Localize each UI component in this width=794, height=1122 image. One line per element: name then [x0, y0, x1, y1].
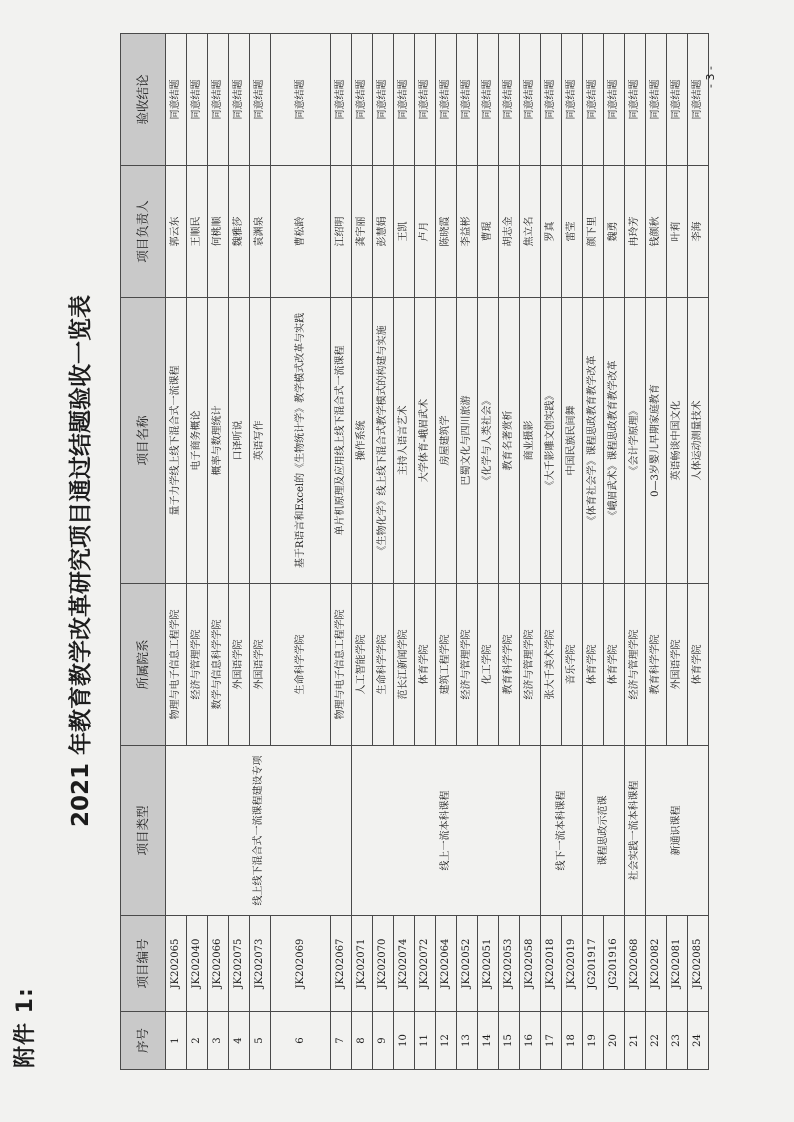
cell-leader: 魏雅莎: [229, 166, 250, 298]
cell-leader: 彭慧娟: [373, 166, 394, 298]
cell-seq: 22: [646, 1012, 667, 1070]
cell-leader: 陈晓霞: [436, 166, 457, 298]
attachment-label: 附件 1:: [13, 987, 38, 1068]
cell-name: 英语畅谈中国文化: [667, 298, 688, 584]
cell-leader: 王顺民: [187, 166, 208, 298]
cell-code: JK202066: [208, 916, 229, 1012]
cell-seq: 2: [187, 1012, 208, 1070]
table-row: [625, 34, 646, 1070]
cell-result: 同意结题: [562, 34, 583, 166]
cell-name: 人体运动测量技术: [688, 298, 709, 584]
cell-leader: 曹松龄: [271, 166, 331, 298]
cell-dept: 体育学院: [604, 584, 625, 746]
cell-code: JK202070: [373, 916, 394, 1012]
cell-dept: 经济与管理学院: [520, 584, 541, 746]
cell-code: JK202081: [667, 916, 688, 1012]
cell-leader: 江绍明: [331, 166, 352, 298]
cell-dept: 体育学院: [415, 584, 436, 746]
cell-seq: 24: [688, 1012, 709, 1070]
cell-leader: 王凯: [394, 166, 415, 298]
cell-dept: 体育学院: [688, 584, 709, 746]
cell-result: 同意结题: [250, 34, 271, 166]
cell-dept: 外国语学院: [229, 584, 250, 746]
cell-result: 同意结题: [436, 34, 457, 166]
table-row: [352, 34, 373, 1070]
cell-type: 线下一流本科课程: [541, 746, 583, 916]
cell-leader: 李益彬: [457, 166, 478, 298]
cell-name: 《会计学原理》: [625, 298, 646, 584]
cell-leader: 钱颜秋: [646, 166, 667, 298]
cell-code: JK202051: [478, 916, 499, 1012]
cell-dept: 教育科学学院: [499, 584, 520, 746]
cell-result: 同意结题: [520, 34, 541, 166]
cell-seq: 15: [499, 1012, 520, 1070]
cell-name: 房屋建筑学: [436, 298, 457, 584]
cell-name: 《体育社会学》课程思政教育教学改革: [583, 298, 604, 584]
header-code: 项目编号: [121, 916, 166, 1012]
cell-seq: 9: [373, 1012, 394, 1070]
cell-leader: 焦立名: [520, 166, 541, 298]
cell-code: JK202069: [271, 916, 331, 1012]
cell-dept: 体育学院: [583, 584, 604, 746]
cell-dept: 生命科学学院: [271, 584, 331, 746]
cell-dept: 数学与信息科学学院: [208, 584, 229, 746]
cell-seq: 10: [394, 1012, 415, 1070]
cell-seq: 17: [541, 1012, 562, 1070]
cell-leader: 冉玲芳: [625, 166, 646, 298]
document-title: 2021 年教育教学改革研究项目通过结题验收一览表: [68, 294, 94, 828]
project-table: [120, 33, 709, 1070]
cell-name: 《化学与人类社会》: [478, 298, 499, 584]
cell-seq: 1: [166, 1012, 187, 1070]
cell-code: JK202064: [436, 916, 457, 1012]
cell-type: 社会实践一流本科课程: [625, 746, 646, 916]
cell-seq: 5: [250, 1012, 271, 1070]
cell-dept: 张大千美术学院: [541, 584, 562, 746]
cell-result: 同意结题: [394, 34, 415, 166]
cell-result: 同意结题: [229, 34, 250, 166]
cell-dept: 经济与管理学院: [187, 584, 208, 746]
table-row: [583, 34, 604, 1070]
cell-result: 同意结题: [667, 34, 688, 166]
cell-seq: 3: [208, 1012, 229, 1070]
cell-result: 同意结题: [478, 34, 499, 166]
cell-name: 口译听说: [229, 298, 250, 584]
cell-code: JK202052: [457, 916, 478, 1012]
cell-code: JG201916: [604, 916, 625, 1012]
cell-leader: 郭云东: [166, 166, 187, 298]
cell-dept: 化工学院: [478, 584, 499, 746]
cell-seq: 14: [478, 1012, 499, 1070]
cell-result: 同意结题: [187, 34, 208, 166]
cell-result: 同意结题: [541, 34, 562, 166]
cell-code: JK202018: [541, 916, 562, 1012]
cell-code: JK202040: [187, 916, 208, 1012]
cell-name: 量子力学线上线下混合式一流课程: [166, 298, 187, 584]
cell-result: 同意结题: [646, 34, 667, 166]
header-seq: 序号: [121, 1012, 166, 1070]
cell-seq: 12: [436, 1012, 457, 1070]
cell-name: 单片机原理及应用线上线下混合式一流课程: [331, 298, 352, 584]
table-row: [166, 34, 187, 1070]
cell-result: 同意结题: [583, 34, 604, 166]
header-name: 项目名称: [121, 298, 166, 584]
cell-leader: 袁渊泉: [250, 166, 271, 298]
cell-type: 课程思政示范课: [583, 746, 625, 916]
cell-dept: 物理与电子信息工程学院: [331, 584, 352, 746]
cell-name: 巴蜀文化与四川旅游: [457, 298, 478, 584]
cell-dept: 范长江新闻学院: [394, 584, 415, 746]
cell-type: 新通识课程: [646, 746, 709, 916]
cell-leader: 曹琨: [478, 166, 499, 298]
cell-leader: 雷莹: [562, 166, 583, 298]
cell-code: JK202019: [562, 916, 583, 1012]
header-result: 验收结论: [121, 34, 166, 166]
cell-leader: 胡志金: [499, 166, 520, 298]
cell-seq: 23: [667, 1012, 688, 1070]
cell-leader: 颜下里: [583, 166, 604, 298]
cell-result: 同意结题: [604, 34, 625, 166]
cell-code: JG201917: [583, 916, 604, 1012]
cell-seq: 11: [415, 1012, 436, 1070]
cell-name: 大学体育-峨眉武术: [415, 298, 436, 584]
cell-code: JK202072: [415, 916, 436, 1012]
cell-dept: 人工智能学院: [352, 584, 373, 746]
cell-code: JK202067: [331, 916, 352, 1012]
cell-name: 操作系统: [352, 298, 373, 584]
cell-dept: 物理与电子信息工程学院: [166, 584, 187, 746]
cell-code: JK202068: [625, 916, 646, 1012]
cell-result: 同意结题: [688, 34, 709, 166]
cell-leader: 卢月: [415, 166, 436, 298]
table-row: [541, 34, 562, 1070]
cell-dept: 建筑工程学院: [436, 584, 457, 746]
cell-code: JK202058: [520, 916, 541, 1012]
cell-leader: 何桃顺: [208, 166, 229, 298]
cell-result: 同意结题: [208, 34, 229, 166]
cell-leader: 罗真: [541, 166, 562, 298]
cell-name: 商业摄影: [520, 298, 541, 584]
cell-result: 同意结题: [352, 34, 373, 166]
cell-dept: 外国语学院: [667, 584, 688, 746]
cell-dept: 经济与管理学院: [457, 584, 478, 746]
cell-result: 同意结题: [415, 34, 436, 166]
cell-name: 主持人语言艺术: [394, 298, 415, 584]
cell-name: 《大千影雕文创实践》: [541, 298, 562, 584]
cell-name: 《生物化学》线上线下混合式教学模式的构建与实施: [373, 298, 394, 584]
cell-dept: 经济与管理学院: [625, 584, 646, 746]
cell-seq: 20: [604, 1012, 625, 1070]
cell-seq: 19: [583, 1012, 604, 1070]
page-number: - 3 -: [704, 66, 717, 88]
cell-leader: 龚宇丽: [352, 166, 373, 298]
cell-name: 基于R语言和Excel的《生物统计学》教学模式改革与实践: [271, 298, 331, 584]
table-header-row: [121, 34, 166, 1070]
cell-name: 中国民族民间舞: [562, 298, 583, 584]
table-body: [166, 34, 709, 1070]
cell-leader: 魏勇: [604, 166, 625, 298]
cell-code: JK202065: [166, 916, 187, 1012]
cell-dept: 外国语学院: [250, 584, 271, 746]
cell-name: 概率与数理统计: [208, 298, 229, 584]
cell-code: JK202071: [352, 916, 373, 1012]
cell-name: 教育名著赏析: [499, 298, 520, 584]
cell-leader: 叶莉: [667, 166, 688, 298]
cell-name: 电子商务概论: [187, 298, 208, 584]
cell-type: 线上线下混合式一流课程建设专项: [166, 746, 352, 916]
cell-code: JK202075: [229, 916, 250, 1012]
cell-code: JK202085: [688, 916, 709, 1012]
table-row: [646, 34, 667, 1070]
cell-result: 同意结题: [166, 34, 187, 166]
cell-code: JK202074: [394, 916, 415, 1012]
cell-result: 同意结题: [271, 34, 331, 166]
cell-seq: 21: [625, 1012, 646, 1070]
cell-name: 《峨眉武术》课程思政教育教学改革: [604, 298, 625, 584]
cell-dept: 生命科学学院: [373, 584, 394, 746]
cell-type: 线上一流本科课程: [352, 746, 541, 916]
cell-seq: 13: [457, 1012, 478, 1070]
cell-dept: 音乐学院: [562, 584, 583, 746]
header-type: 项目类型: [121, 746, 166, 916]
cell-code: JK202082: [646, 916, 667, 1012]
cell-seq: 6: [271, 1012, 331, 1070]
cell-seq: 4: [229, 1012, 250, 1070]
cell-seq: 7: [331, 1012, 352, 1070]
cell-seq: 16: [520, 1012, 541, 1070]
cell-result: 同意结题: [457, 34, 478, 166]
header-leader: 项目负责人: [121, 166, 166, 298]
cell-result: 同意结题: [625, 34, 646, 166]
cell-code: JK202073: [250, 916, 271, 1012]
cell-result: 同意结题: [499, 34, 520, 166]
cell-dept: 教育科学学院: [646, 584, 667, 746]
cell-code: JK202053: [499, 916, 520, 1012]
cell-seq: 18: [562, 1012, 583, 1070]
cell-leader: 李海: [688, 166, 709, 298]
cell-name: 0—3岁婴儿早期家庭教育: [646, 298, 667, 584]
header-dept: 所属院系: [121, 584, 166, 746]
cell-result: 同意结题: [331, 34, 352, 166]
cell-name: 英语写作: [250, 298, 271, 584]
cell-result: 同意结题: [373, 34, 394, 166]
cell-seq: 8: [352, 1012, 373, 1070]
